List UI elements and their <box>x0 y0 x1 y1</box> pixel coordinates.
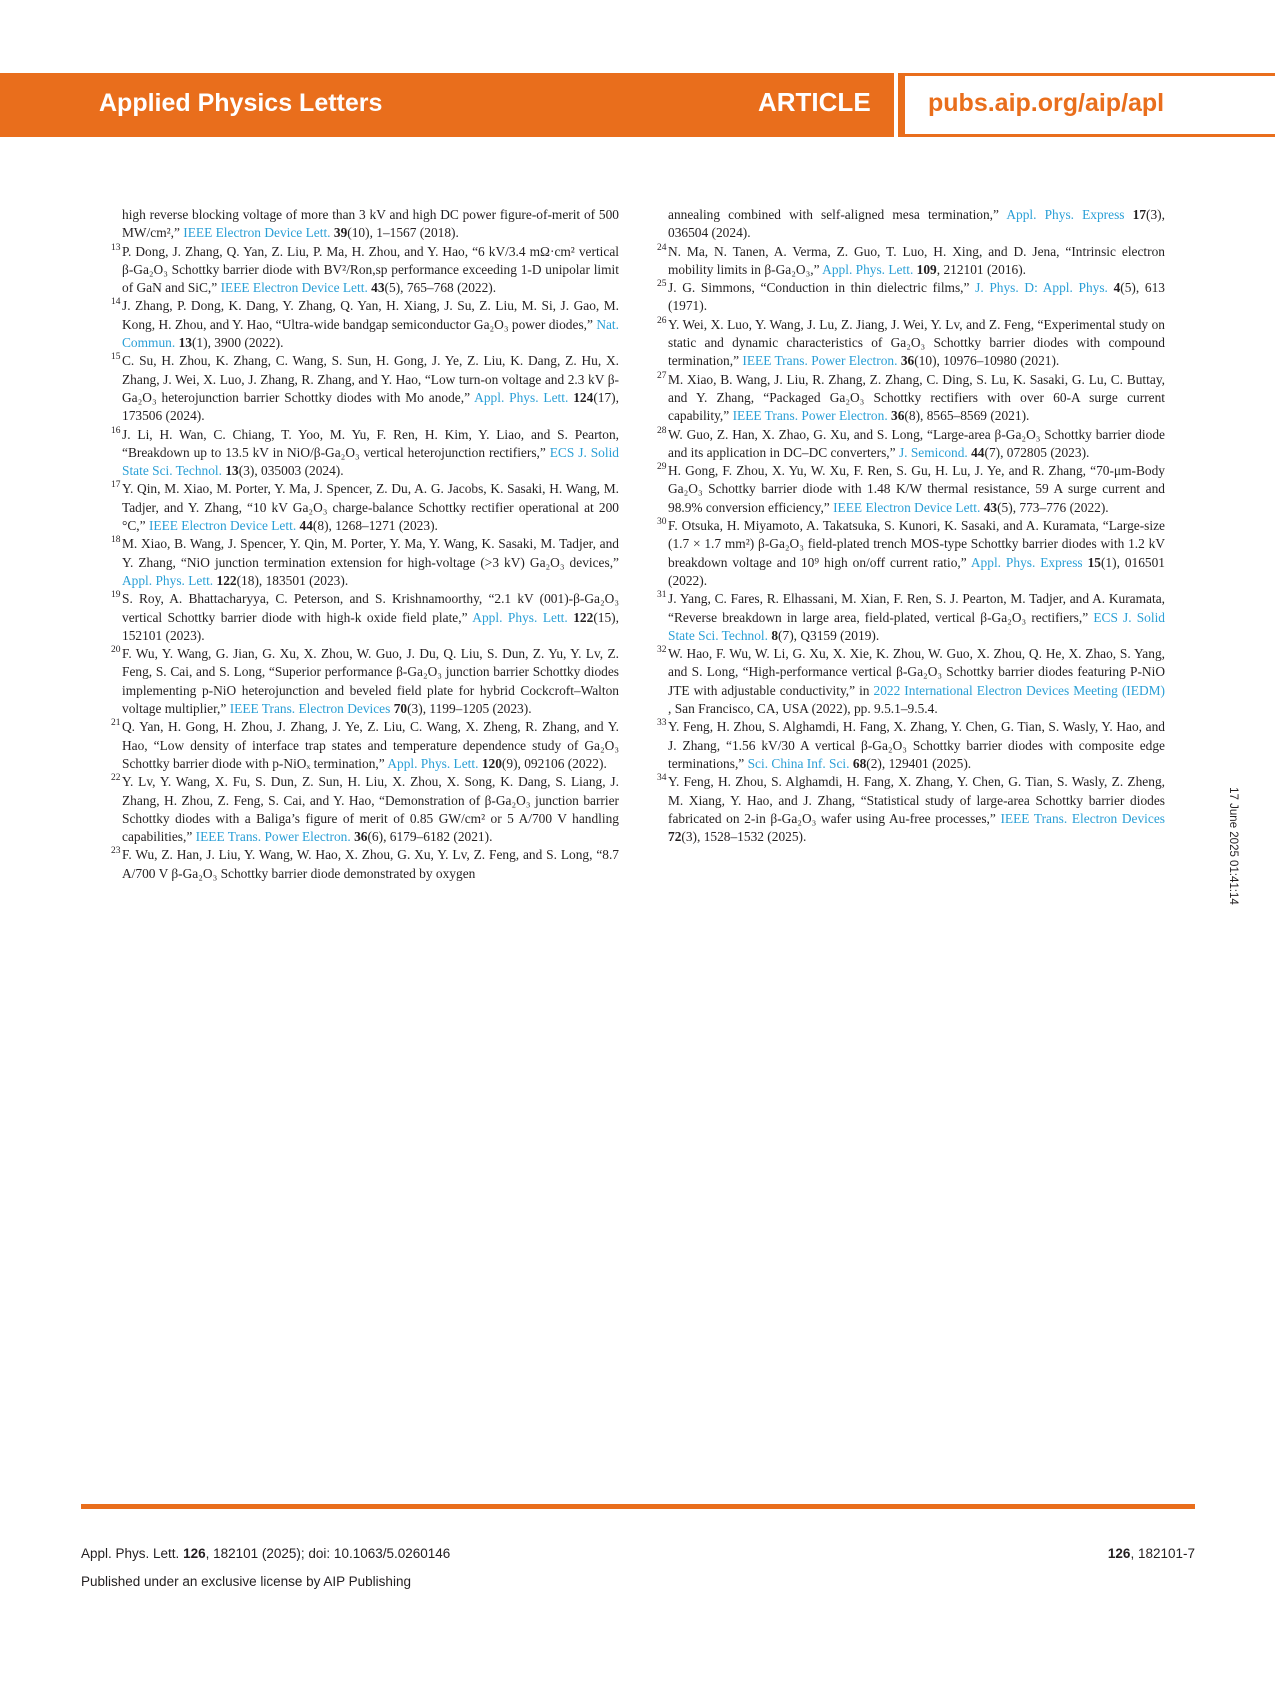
reference-text: annealing combined with self-aligned mesa termination,” <box>668 207 1007 222</box>
reference-number: 23 <box>111 846 121 857</box>
reference-pages: (18), 183501 (2023). <box>236 572 349 588</box>
reference-volume: 68 <box>852 755 867 771</box>
reference-text: W. Hao, F. Wu, W. Li, G. Xu, X. Xie, K. Zhou, W. Guo, X. Zhou, Q. He, X. Zhao, S. Yang, and S. Long, “High-performance vertical β-Ga₂O₃ Schottky barrier diodes featuring P-NiO JTE with adjustable conductivity,” in <box>668 646 1165 698</box>
reference-item <box>657 517 1165 590</box>
download-timestamp-text: 17 June 2025 01:41:14 <box>1226 787 1239 905</box>
reference-pages: (7), Q3159 (2019). <box>778 627 880 643</box>
reference-number: 34 <box>657 773 667 784</box>
reference-journal-link[interactable]: Appl. Phys. Lett. <box>122 572 214 588</box>
reference-text: Y. Feng, H. Zhou, S. Alghamdi, H. Fang, X. Zhang, Y. Chen, G. Tian, S. Wasly, Y. Hao, and J. Zhang, “1.56 kV/30 A vertical β-Ga₂O₃ Schottky barrier diodes with composite edge terminations,” <box>668 719 1165 771</box>
reference-journal-link[interactable]: Appl. Phys. Lett. <box>472 609 568 625</box>
reference-text: high reverse blocking voltage of more than 3 kV and high DC power figure-of-merit of 500 MW/cm²,” <box>122 207 619 241</box>
reference-pages: (5), 773–776 (2022). <box>997 499 1109 515</box>
reference-text: Y. Feng, H. Zhou, S. Alghamdi, H. Fang, X. Zhang, Y. Chen, G. Tian, S. Wasly, Z. Zheng, M. Xiang, Y. Hao, and J. Zhang, “Statistical study of large-area Schottky barrier diodes fabricated on 2-in β-Ga₂O₃ wafer using Au-free processes,” <box>668 774 1165 826</box>
reference-volume: 43 <box>371 280 385 296</box>
reference-text: Y. Lv, Y. Wang, X. Fu, S. Dun, Z. Sun, H. Liu, X. Zhou, X. Song, K. Dang, S. Liang, J. Zhang, H. Zhou, Z. Feng, S. Cai, and Y. Hao, “Demonstration of β-Ga₂O₃ junction barrier Schottky diodes with a Baliga’s figure of merit of 0.85 GW/cm² or 5 A/700 V handling capabilities,” <box>122 774 619 845</box>
reference-volume: 44 <box>971 444 985 460</box>
reference-pages: (3), 1199–1205 (2023). <box>407 701 532 717</box>
reference-item <box>657 279 1165 316</box>
reference-text: N. Ma, N. Tanen, A. Verma, Z. Guo, T. Luo, H. Xing, and D. Jena, “Intrinsic electron mobility limits in β-Ga₂O₃,” <box>668 243 1165 277</box>
reference-text: W. Guo, Z. Han, X. Zhao, G. Xu, and S. Long, “Large-area β-Ga₂O₃ Schottky barrier diode and its application in DC–DC converters,” <box>668 426 1165 460</box>
reference-item <box>657 773 1165 846</box>
reference-text: F. Wu, Y. Wang, G. Jian, G. Xu, X. Zhou, W. Guo, J. Du, Q. Liu, S. Dun, Z. Yu, Y. Lv, Z. Feng, S. Cai, and S. Long, “Superior performance β-Ga₂O₃ junction barrier Schottky diodes implementing p-NiO heterojunction and beveled field plate for hybrid Cockcroft–Walton voltage multiplier,” <box>122 646 619 717</box>
reference-item <box>657 645 1165 718</box>
reference-pages: (6), 6179–6182 (2021). <box>367 829 493 845</box>
footer-page-id: , 182101-7 <box>1130 1546 1195 1561</box>
reference-text: M. Xiao, B. Wang, J. Spencer, Y. Qin, M. Porter, Y. Ma, Y. Wang, K. Sasaki, M. Tadjer, and Y. Zhang, “NiO junction termination extension for high-voltage (>3 kV) Ga₂O₃ devices,” <box>122 536 619 570</box>
reference-volume: 36 <box>900 353 915 369</box>
reference-journal-link[interactable]: IEEE Electron Device Lett. <box>148 518 297 534</box>
reference-text: H. Gong, F. Zhou, X. Yu, W. Xu, F. Ren, S. Gu, H. Lu, J. Ye, and R. Zhang, “70-μm-Body Ga₂O₃ Schottky barrier diode with 1.48 K/W thermal resistance, 59 A surge current and 98.9% conversion efficiency,” <box>668 463 1165 515</box>
reference-text: Q. Yan, H. Gong, H. Zhou, J. Zhang, J. Ye, Z. Liu, C. Wang, X. Zheng, R. Zhang, and Y. Hao, “Low density of interface trap states and temperature dependence study of Ga₂O₃ Schottky barrier diode with p-NiOₓ termination,” <box>122 719 619 771</box>
reference-journal-link[interactable]: ECS J. Solid State Sci. Technol. <box>122 444 619 479</box>
reference-number: 28 <box>657 425 667 436</box>
reference-pages: (8), 1268–1271 (2023). <box>312 518 438 534</box>
reference-number: 30 <box>657 517 667 528</box>
reference-pages: (7), 072805 (2023). <box>984 444 1090 460</box>
reference-volume: 44 <box>299 518 313 534</box>
reference-number: 33 <box>657 718 667 729</box>
reference-number: 25 <box>657 279 667 290</box>
footer-citation <box>81 1546 450 1561</box>
reference-volume: 122 <box>573 609 594 625</box>
reference-text: M. Xiao, B. Wang, J. Liu, R. Zhang, Z. Zhang, C. Ding, S. Lu, K. Sasaki, G. Lu, C. Buttay, and Y. Zhang, “Packaged Ga₂O₃ Schottky rectifiers with over 60-A surge current capability,” <box>668 371 1165 424</box>
reference-item <box>111 242 619 298</box>
reference-journal-link[interactable]: ECS J. Solid State Sci. Technol. <box>668 609 1165 643</box>
reference-number: 26 <box>657 315 667 326</box>
reference-item <box>111 773 619 846</box>
reference-text: C. Su, H. Zhou, K. Zhang, C. Wang, S. Sun, H. Gong, J. Ye, Z. Liu, K. Dang, Z. Hu, X. Zhang, J. Wei, X. Luo, J. Zhang, R. Zhang, and Y. Hao, “Low turn-on voltage and 2.3 kV β-Ga₂O₃ heterojunction barrier Schottky diodes with Mo anode,” <box>122 353 619 405</box>
reference-item <box>657 242 1165 280</box>
reference-pages: (3), 035003 (2024). <box>238 463 344 479</box>
reference-pages: (5), 613 (1971). <box>668 280 1165 314</box>
reference-number: 32 <box>657 645 667 656</box>
reference-number: 31 <box>657 590 667 601</box>
reference-journal-link[interactable]: IEEE Trans. Electron Devices <box>229 701 391 717</box>
reference-volume: 39 <box>333 225 348 241</box>
references-left-column <box>111 206 619 883</box>
footer-volume: 126 <box>183 1546 206 1561</box>
reference-pages: , 212101 (2016). <box>936 261 1027 277</box>
footer-page-number <box>1108 1546 1195 1561</box>
footer-license: Published under an exclusive license by AIP Publishing <box>81 1574 411 1589</box>
reference-text: F. Otsuka, H. Miyamoto, A. Takatsuka, S. Kunori, K. Sasaki, and A. Kuramata, “Large-size (1.7 × 1.7 mm²) β-Ga₂O₃ field-plated trench MOS-type Schottky barrier diodes with 1.2 kV breakdown voltage and 10⁹ high on/off current ratio,” <box>668 518 1165 570</box>
reference-journal-link[interactable]: 2022 International Electron Devices Meeting (IEDM) <box>873 682 1165 698</box>
reference-pages: , San Francisco, CA, USA (2022), pp. 9.5.1–9.5.4. <box>668 701 938 717</box>
footer-doi: , 182101 (2025); doi: 10.1063/5.0260146 <box>205 1546 451 1561</box>
reference-journal-link[interactable]: Appl. Phys. Express <box>970 554 1083 570</box>
reference-text: P. Dong, J. Zhang, Q. Yan, Z. Liu, P. Ma, H. Zhou, and Y. Hao, “6 kV/3.4 mΩ·cm² vertical β-Ga₂O₃ Schottky barrier diode with BV²/Ron,sp performance exceeding 1-D unipolar limit of GaN and SiC,” <box>122 243 619 296</box>
reference-pages: (1), 016501 (2022). <box>668 554 1165 588</box>
reference-journal-link[interactable]: IEEE Trans. Power Electron. <box>732 408 888 424</box>
reference-item <box>111 297 619 352</box>
journal-title: Applied Physics Letters <box>99 89 383 117</box>
reference-pages: (10), 1–1567 (2018). <box>347 225 459 241</box>
reference-journal-link[interactable]: IEEE Trans. Power Electron. <box>195 829 351 845</box>
reference-journal-link[interactable]: J. Phys. D: Appl. Phys. <box>975 280 1108 296</box>
reference-volume: 4 <box>1113 280 1121 296</box>
reference-pages: (15), 152101 (2023). <box>122 609 619 643</box>
reference-text: Y. Qin, M. Xiao, M. Porter, Y. Ma, J. Spencer, Z. Du, A. G. Jacobs, K. Sasaki, H. Wang, M. Tadjer, and Y. Zhang, “10 kV Ga₂O₃ charge-balance Schottky rectifier operational at 200 °C,” <box>122 481 619 534</box>
reference-item <box>657 370 1165 426</box>
reference-journal-link[interactable]: Appl. Phys. Lett. <box>387 755 479 771</box>
reference-item <box>657 590 1165 645</box>
reference-number: 27 <box>657 370 667 381</box>
reference-journal-link[interactable]: Sci. China Inf. Sci. <box>747 755 850 771</box>
reference-volume: 36 <box>891 408 905 424</box>
reference-number: 22 <box>111 773 121 784</box>
reference-item <box>111 590 619 645</box>
reference-pages: (17), 173506 (2024). <box>122 389 619 424</box>
footer-rule <box>81 1504 1195 1509</box>
reference-text: Y. Wei, X. Luo, Y. Wang, J. Lu, Z. Jiang, J. Wei, Y. Lv, and Z. Feng, “Experimental study on static and dynamic characteristics of Ga₂O₃ Schottky barrier diodes with compound termination,” <box>668 316 1165 369</box>
reference-item <box>657 718 1165 773</box>
reference-item <box>111 352 619 425</box>
reference-volume: 13 <box>178 335 192 351</box>
reference-item <box>111 535 619 590</box>
reference-item <box>668 206 1165 243</box>
reference-volume: 17 <box>1132 207 1147 222</box>
reference-pages: (3), 1528–1532 (2025). <box>681 829 807 845</box>
reference-text: F. Wu, Z. Han, J. Liu, Y. Wang, W. Hao, X. Zhou, G. Xu, Y. Lv, Z. Feng, and S. Long, “8.7 A/700 V β-Ga₂O₃ Schottky barrier diode demonstrated by oxygen <box>122 847 619 881</box>
reference-number: 21 <box>111 718 121 729</box>
reference-item <box>122 206 619 243</box>
reference-volume: 120 <box>481 755 502 771</box>
reference-journal-link[interactable]: IEEE Electron Device Lett. <box>833 499 981 515</box>
reference-journal-link[interactable]: IEEE Electron Device Lett. <box>183 225 331 241</box>
reference-volume: 8 <box>771 627 779 643</box>
reference-journal-link[interactable]: IEEE Trans. Electron Devices <box>1000 810 1165 826</box>
reference-number: 17 <box>111 480 121 491</box>
reference-number: 18 <box>111 535 121 546</box>
reference-item <box>657 462 1165 517</box>
reference-volume: 36 <box>354 829 368 845</box>
reference-pages: (1), 3900 (2022). <box>191 335 284 351</box>
reference-pages: (3), 036504 (2024). <box>668 207 1165 241</box>
reference-volume: 70 <box>393 701 408 717</box>
references-right-column <box>657 206 1165 846</box>
reference-pages: (9), 092106 (2022). <box>501 755 607 771</box>
reference-journal-link[interactable]: Appl. Phys. Lett. <box>822 261 914 277</box>
reference-volume: 109 <box>916 261 937 277</box>
reference-number: 24 <box>657 242 667 253</box>
reference-volume: 43 <box>983 499 998 515</box>
reference-journal-link[interactable]: Appl. Phys. Express <box>1006 207 1125 222</box>
journal-url-link[interactable]: pubs.aip.org/aip/apl <box>928 89 1165 117</box>
reference-number: 14 <box>111 297 121 308</box>
reference-item <box>111 425 619 481</box>
footer-page-volume: 126 <box>1107 1546 1131 1561</box>
reference-pages: (8), 8565–8569 (2021). <box>904 408 1030 424</box>
reference-item <box>111 718 619 773</box>
reference-journal-link[interactable]: J. Semicond. <box>898 444 968 460</box>
reference-volume: 72 <box>668 829 682 845</box>
reference-number: 15 <box>111 352 121 363</box>
reference-text: J. Li, H. Wan, C. Chiang, T. Yoo, M. Yu, F. Ren, H. Kim, Y. Liao, and S. Pearton, “Breakdown up to 13.5 kV in NiO/β-Ga₂O₃ vertical heterojunction rectifiers,” <box>122 426 619 460</box>
reference-item <box>111 645 619 718</box>
reference-pages: (10), 10976–10980 (2021). <box>914 353 1060 369</box>
article-type-label: ARTICLE <box>758 87 871 117</box>
reference-journal-link[interactable]: Nat. Commun. <box>122 316 619 351</box>
reference-journal-link[interactable]: Appl. Phys. Lett. <box>474 389 569 405</box>
reference-number: 20 <box>111 645 121 656</box>
reference-item <box>111 480 619 535</box>
reference-pages: (2), 129401 (2025). <box>866 755 972 771</box>
reference-volume: 122 <box>216 572 237 588</box>
journal-header <box>0 73 1275 137</box>
reference-number: 29 <box>657 462 667 473</box>
download-timestamp <box>1226 780 1252 920</box>
reference-volume: 13 <box>225 463 239 479</box>
reference-journal-link[interactable]: IEEE Electron Device Lett. <box>220 280 368 296</box>
reference-item <box>111 846 619 883</box>
reference-volume: 15 <box>1087 554 1101 570</box>
reference-text: J. Zhang, P. Dong, K. Dang, Y. Zhang, Q. Yan, H. Xiang, J. Su, Z. Liu, M. Si, J. Gao, M. Kong, H. Zhou, and Y. Hao, “Ultra-wide bandgap semiconductor Ga₂O₃ power diodes,” <box>122 298 619 332</box>
reference-number: 16 <box>111 425 121 436</box>
reference-pages: (5), 765–768 (2022). <box>384 280 497 296</box>
reference-volume: 124 <box>573 389 594 405</box>
reference-number: 13 <box>111 242 121 253</box>
footer-journal: Appl. Phys. Lett. <box>81 1546 184 1561</box>
reference-text: J. Yang, C. Fares, R. Elhassani, M. Xian, F. Ren, S. J. Pearton, M. Tadjer, and A. Kuramata, “Reverse breakdown in large area, field-plated, vertical β-Ga₂O₃ rectifiers,” <box>668 591 1165 625</box>
reference-text: S. Roy, A. Bhattacharyya, C. Peterson, and S. Krishnamoorthy, “2.1 kV (001)-β-Ga₂O₃ vertical Schottky barrier diode with high-k oxide field plate,” <box>122 591 619 625</box>
reference-number: 19 <box>111 590 121 601</box>
reference-text: J. G. Simmons, “Conduction in thin dielectric films,” <box>668 280 976 296</box>
reference-item <box>657 425 1165 463</box>
reference-journal-link[interactable]: IEEE Trans. Power Electron. <box>742 353 898 369</box>
reference-item <box>657 315 1165 371</box>
